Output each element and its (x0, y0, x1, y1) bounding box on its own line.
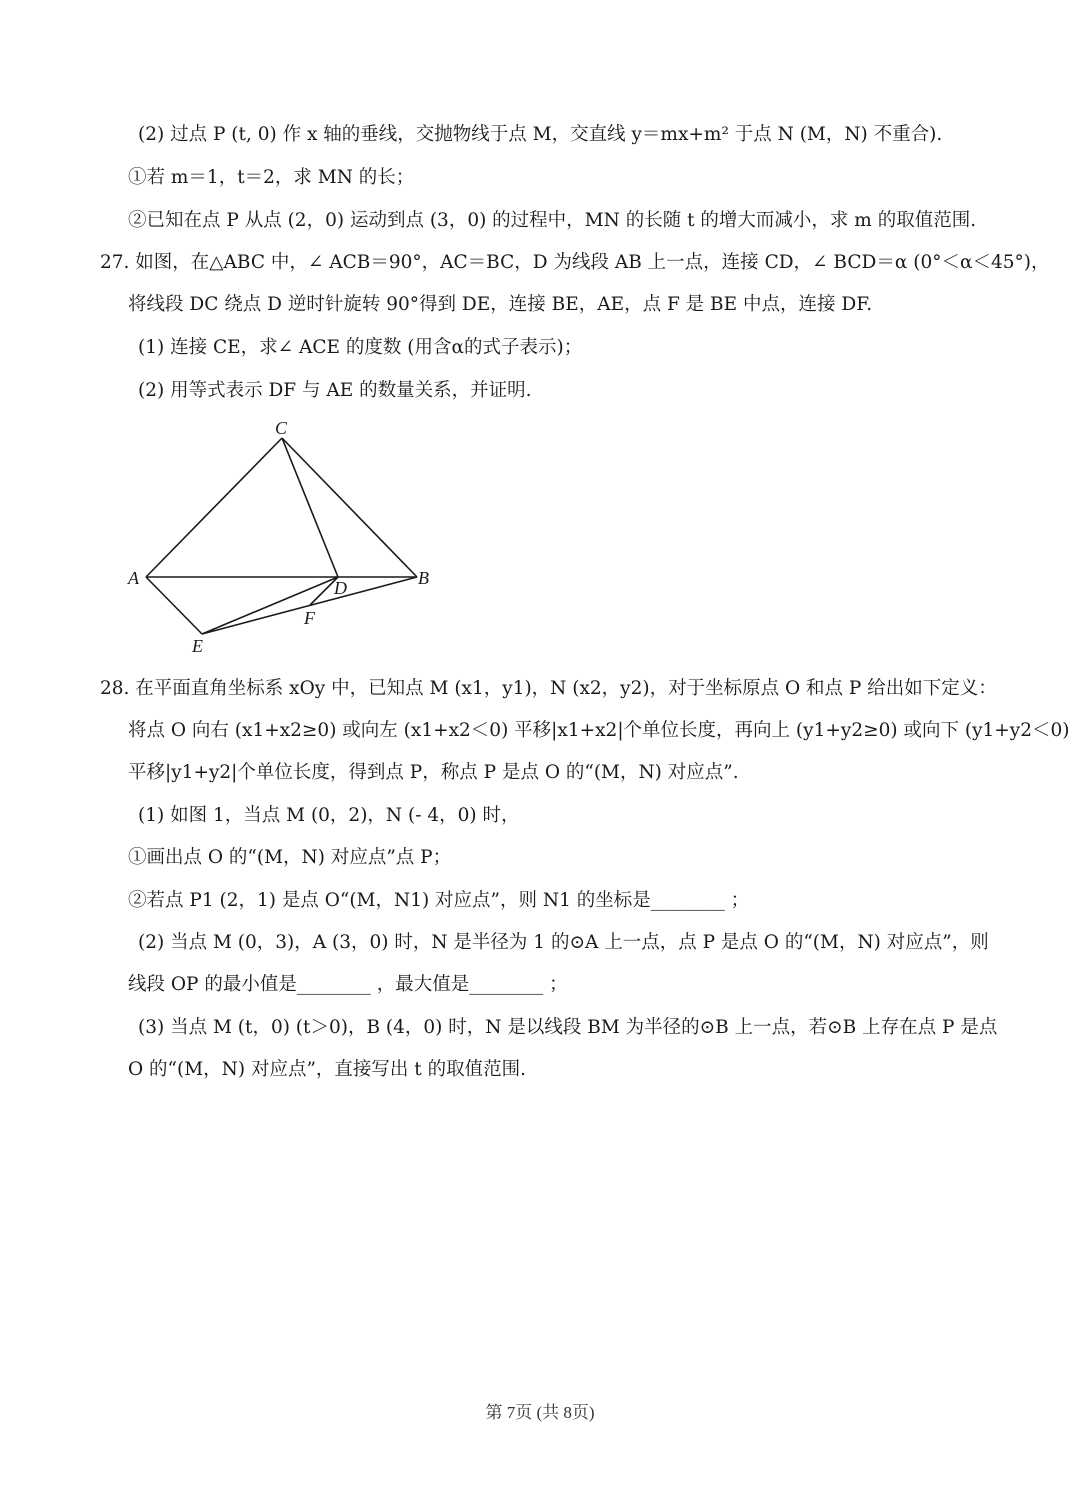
q28-part3-line1: (3) 当点 M (t，0) (t＞0)，B (4，0) 时，N 是以线段 BM 为半径的⊙B 上一点，若⊙B 上存在点 P 是点 (138, 1017, 998, 1038)
q28-part1-sub2: ②若点 P1 (2，1) 是点 O“(M，N1) 对应点”，则 N1 的坐标是________ ； (128, 890, 750, 911)
q27-line2: 将线段 DC 绕点 D 逆时针旋转 90°得到 DE，连接 BE，AE，点 F 是 BE 中点，连接 DF. (128, 294, 873, 315)
q27-part1: (1) 连接 CE，求∠ ACE 的度数 (用含α的式子表示)； (138, 337, 583, 358)
q28-part2-line1: (2) 当点 M (0，3)，A (3，0) 时，N 是半径为 1 的⊙A 上一点，点 P 是点 O 的“(M，N) 对应点”，则 (138, 932, 989, 953)
p26-part2-sub2: ②已知在点 P 从点 (2，0) 运动到点 (3，0) 的过程中，MN 的长随 t 的增大而减小，求 m 的取值范围. (128, 210, 977, 231)
q28-line1: 28. 在平面直角坐标系 xOy 中，已知点 M (x1，y1)，N (x2，y2)，对于坐标原点 O 和点 P 给出如下定义： (100, 678, 997, 699)
segment-ae (146, 577, 202, 634)
q27-line1: 27. 如图，在△ABC 中，∠ ACB＝90°，AC＝BC，D 为线段 AB 上一点，连接 CD，∠ BCD＝α (0°＜α＜45°)， (100, 252, 1050, 273)
segment-cb (282, 438, 417, 577)
label-e: E (192, 636, 203, 656)
q28-part1-sub1: ①画出点 O 的“(M，N) 对应点”点 P； (128, 847, 452, 868)
p26-part2: (2) 过点 P (t, 0) 作 x 轴的垂线，交抛物线于点 M，交直线 y＝mx+m² 于点 N (M，N) 不重合). (138, 124, 943, 145)
segment-cd (282, 438, 338, 577)
p26-part2-sub1: ①若 m＝1，t＝2，求 MN 的长； (128, 167, 415, 188)
q27-part2: (2) 用等式表示 DF 与 AE 的数量关系，并证明. (138, 380, 532, 401)
segment-de (202, 577, 338, 634)
segment-ca (146, 438, 282, 577)
q28-part2-line2: 线段 OP 的最小值是________ ，最大值是________ ； (128, 974, 568, 995)
label-c: C (275, 418, 288, 438)
page-footer: 第 7页 (共 8页) (485, 1403, 595, 1422)
q28-part3-line2: O 的“(M，N) 对应点”，直接写出 t 的取值范围. (128, 1059, 526, 1080)
label-d: D (334, 578, 347, 598)
q28-line2: 将点 O 向右 (x1+x2≥0) 或向左 (x1+x2＜0) 平移|x1+x2|个单位长度，再向上 (y1+y2≥0) 或向下 (y1+y2＜0) (128, 720, 1070, 741)
label-b: B (418, 568, 429, 588)
label-f: F (304, 608, 315, 628)
q28-part1: (1) 如图 1，当点 M (0，2)，N (- 4，0) 时， (138, 805, 520, 826)
label-a: A (128, 568, 139, 588)
triangle-figure (120, 412, 450, 662)
q28-line3: 平移|y1+y2|个单位长度，得到点 P，称点 P 是点 O 的“(M，N) 对应点”. (128, 762, 739, 783)
